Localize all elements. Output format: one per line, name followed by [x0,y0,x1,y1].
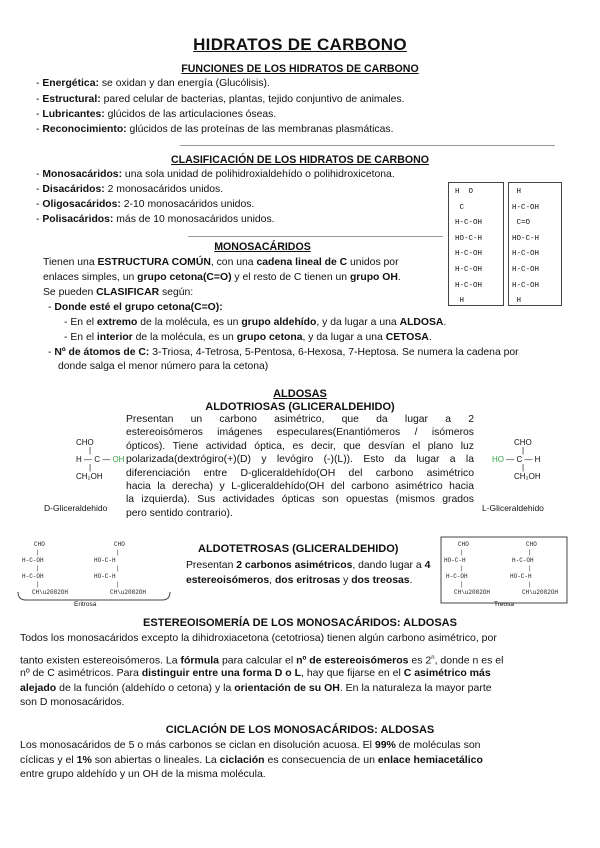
d-glyceraldehyde-label: D-Gliceraldehido [44,503,108,513]
aldose-structure-box [448,182,504,306]
list-item: - Oligosacáridos: 2-10 monosacáridos unidos. [36,199,255,210]
section-heading-estereoisomeria: ESTEREOISOMERÍA DE LOS MONOSACÁRIDOS: ALDOSAS [143,617,457,629]
section-heading-aldosas: ALDOSAS [273,388,327,400]
section-heading-funciones: FUNCIONES DE LOS HIDRATOS DE CARBONO [181,63,419,75]
estereo-line: alejado de la función (aldehído o cetona) y la orientación de su OH. En la naturaleza la mayor parte [20,682,492,694]
monosacaridos-paragraph-line: Se pueden CLASIFICAR según: [43,287,194,298]
svg-text:CH\u2082OH: CH\u2082OH [522,589,559,596]
svg-text:|: | [528,549,532,556]
divider [180,145,555,146]
ciclacion-line: Los monosacáridos de 5 o más carbonos se ciclan en disolución acuosa. El 99% de moléculas son [20,739,481,751]
divider [188,236,443,237]
estereo-line: son D monosacáridos. [20,696,125,708]
ch2oh-group: CH₂OH [76,472,103,481]
svg-text:H-C-OH: H-C-OH [22,573,44,580]
svg-text:CH\u2082OH: CH\u2082OH [454,589,491,596]
list-item: - Lubricantes: glúcidos de las articulaciones óseas. [36,109,277,120]
aldotriosas-line: la izquierda). Sus actividades ópticas son opuestas (mismos grados [126,494,474,506]
svg-text:HO-C-H: HO-C-H [94,573,116,580]
list-item: - Monosacáridos: una sola unidad de polihidroxialdehído o polihidroxicetona. [36,169,395,180]
svg-text:CH\u2082OH: CH\u2082OH [32,589,69,596]
aldotetrosas-text: estereoisómeros, dos eritrosas y dos treosas. [186,575,413,586]
criteria-item: - Nº de átomos de C: 3-Triosa, 4-Tetrosa, 5-Pentosa, 6-Hexosa, 7-Heptosa. Se numera la cadena por [48,347,519,358]
ch2oh-group: CH₂OH [514,472,541,481]
svg-text:|: | [36,565,40,572]
svg-text:|: | [528,581,532,588]
list-item: - Polisacáridos: más de 10 monosacáridos unidos. [36,214,275,225]
svg-text:|: | [116,581,120,588]
section-heading-ciclacion: CICLACIÓN DE LOS MONOSACÁRIDOS: ALDOSAS [165,724,435,736]
svg-text:H-C-OH: H-C-OH [22,557,44,564]
aldotriosas-line: pero sentido contrario). [126,507,233,519]
ciclacion-line: cíclicas y el 1% son abiertas o lineales. La ciclación es consecuencia de un enlace hemiacetálico [20,754,483,766]
svg-text:|: | [460,565,464,572]
svg-text:CHO: CHO [114,541,125,548]
aldotriosas-line: hacia la derecha) y L-gliceraldehído(OH del carbono asimétrico hacia [126,481,474,493]
page-title: HIDRATOS DE CARBONO [193,35,407,54]
estereo-line: Todos los monosacáridos excepto la dihidroxiacetona (cetotriosa) tienen algún carbono asimétrico, por [20,632,497,644]
svg-text:CHO: CHO [34,541,45,548]
svg-text:CHO: CHO [458,541,469,548]
section-heading-monosacaridos: MONOSACÁRIDOS [214,241,311,253]
svg-text:|: | [528,565,532,572]
list-item: - Energética: se oxidan y dan energía (Glucólisis). [36,78,270,89]
svg-text:CHO: CHO [526,541,537,548]
l-glyceraldehyde-structure: CHO | HO — C — H | CH₂OH [492,438,541,481]
ketose-structure-box [508,182,562,306]
estereo-line: tanto existen estereoisómeros. La fórmula para calcular el nº de estereoisómeros es 2$^n$, donde n es el [20,654,504,667]
d-glyceraldehyde-structure: CHO | H — C — OH | CH₂OH [76,438,125,481]
aldotriosas-paragraph [126,413,474,520]
aldotriosas-line: diferenciación entre D-gliceraldehído(OH del carbono asimétrico [126,467,474,479]
svg-text:CH\u2082OH: CH\u2082OH [110,589,147,596]
aldehyde-group: CHO [514,438,532,447]
svg-text:|: | [460,581,464,588]
aldotetrosas-text: Presentan 2 carbonos asimétricos, dando lugar a 4 [186,560,431,571]
ciclacion-line: entre grupo aldehído y un OH de la misma molécula. [20,768,266,780]
section-heading-clasificacion: CLASIFICACIÓN DE LOS HIDRATOS DE CARBONO [171,154,429,166]
svg-text:H-C-OH: H-C-OH [512,557,534,564]
list-item: - Estructural: pared celular de bacterias, plantas, tejido conjuntivo de animales. [36,94,405,105]
svg-text:|: | [36,581,40,588]
eritrosa-label: Eritrosa [74,601,97,608]
aldose-structure: H O C H-C-OH HO-C-H H-C-OH H-C-OH H-C-OH H [455,188,483,306]
criteria-subitem: - En el interior de la molécula, es un grupo cetona, y da lugar a una CETOSA. [64,332,432,343]
estereo-line: nº de C asimétricos. Para distinguir entre una forma D o L, hay que fijarse en el C asimétrico más [20,667,491,679]
treosa-label: Treosa [494,601,514,608]
aldotriosas-heading: ALDOTRIOSAS (GLICERALDEHIDO) [205,401,395,413]
criteria-item: - Donde esté el grupo cetona(C=O): [48,302,223,313]
criteria-item-continuation: donde salga el menor número para la cetona) [58,361,269,372]
monosacaridos-paragraph-line: enlaces simples, un grupo cetona(C=O) y el resto de C tienen un grupo OH. [43,272,401,283]
svg-text:|: | [116,565,120,572]
svg-text:|: | [36,549,40,556]
aldotriosas-line: estereoisómeros imágenes especulares(Enantiómeros / isómeros [126,427,474,439]
aldotriosas-line: Presentan un carbono asimétrico, que da lugar a 2 [126,414,474,425]
criteria-subitem: - En el extremo de la molécula, es un grupo aldehído, y da lugar a una ALDOSA. [64,317,447,328]
svg-text:H-C-OH: H-C-OH [446,573,468,580]
svg-text:|: | [116,549,120,556]
list-item: - Reconocimiento: glúcidos de las proteínas de las membranas plasmáticas. [36,124,394,135]
l-glyceraldehyde-label: L-Gliceraldehido [482,503,544,513]
aldotriosas-line: polarizada(dextrógiro(+)(D) y levógiro (-)(L)). Esto da lugar a la [126,454,474,466]
monosacaridos-paragraph-line: Tienen una ESTRUCTURA COMÚN, con una cadena lineal de C unidos por [43,257,399,268]
svg-text:HO-C-H: HO-C-H [94,557,116,564]
aldotetrosas-heading: ALDOTETROSAS (GLICERALDEHIDO) [198,543,399,555]
svg-text:HO-C-H: HO-C-H [510,573,532,580]
svg-text:|: | [460,549,464,556]
aldotriosas-line: ópticos). Tiene actividad óptica, es decir, que desvían el plano luz [126,440,474,452]
list-item: - Disacáridos: 2 monosacáridos unidos. [36,184,224,195]
svg-text:HO-C-H: HO-C-H [444,557,466,564]
aldehyde-group: CHO [76,438,94,447]
ketose-structure: H H-C-OH C=O HO-C-H H-C-OH H-C-OH H-C-OH H [512,188,540,306]
